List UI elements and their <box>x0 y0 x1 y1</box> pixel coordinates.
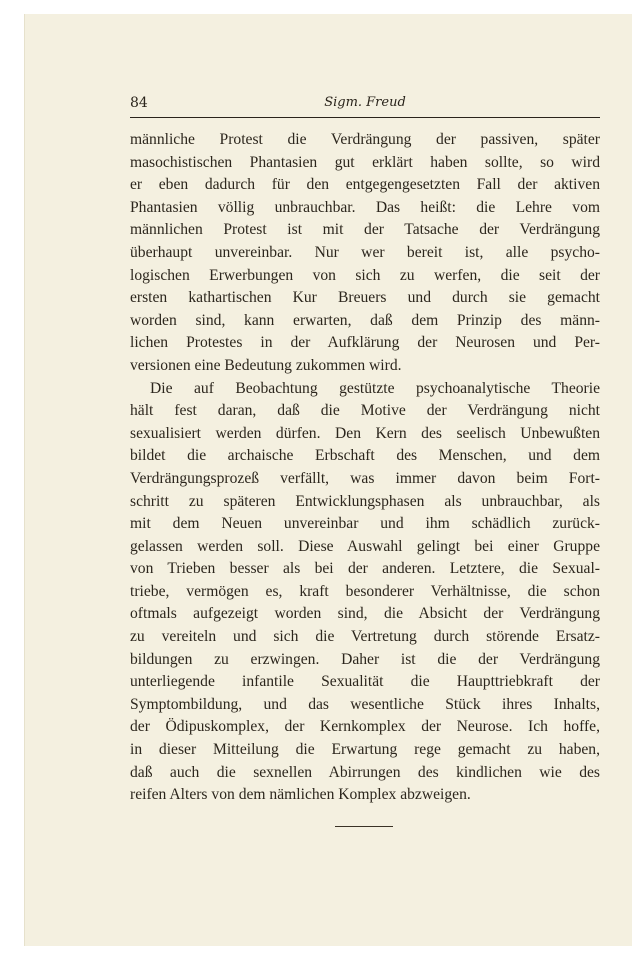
text-line: hält fest daran, daß die Motive der Verdrängung nicht <box>130 402 600 420</box>
running-head <box>130 95 600 118</box>
text-line: worden sind, kann erwarten, daß dem Prinzip des männ- <box>130 311 600 329</box>
text-line: lichen Protestes in der Aufklärung der Neurosen und Per- <box>130 334 600 352</box>
text-line: zu vereiteln und sich die Vertretung durch störende Ersatz- <box>130 628 600 646</box>
text-line: Symptombildung, und das wesentliche Stück ihres Inhalts, <box>130 695 600 713</box>
text-line: von Trieben besser als bei der anderen. Letztere, die Sexual- <box>130 560 600 578</box>
text-line: männlichen Protest ist mit der Tatsache der Verdrängung <box>130 221 600 239</box>
paragraph-first-line: Die auf Beobachtung gestützte psychoanalytische Theorie <box>150 379 600 397</box>
text-line: männliche Protest die Verdrängung der passiven, später <box>130 131 600 148</box>
text-line: in dieser Mitteilung die Erwartung rege gemacht zu haben, <box>130 741 600 759</box>
text-line: schritt zu späteren Entwicklungsphasen als unbrauchbar, als <box>130 492 600 510</box>
text-line: Phantasien völlig unbrauchbar. Das heißt: die Lehre vom <box>130 198 600 216</box>
text-line: triebe, vermögen es, kraft besonderer Verhältnisse, die schon <box>130 582 600 600</box>
running-title: Sigm. Freud <box>324 95 406 110</box>
text-line: logischen Erwerbungen von sich zu werfen, die seit der <box>130 266 600 284</box>
text-line: Verdrängungsprozeß verfällt, was immer davon beim Fort- <box>130 469 600 487</box>
book-page <box>24 14 632 946</box>
text-line: überhaupt unvereinbar. Nur wer bereit ist, alle psycho- <box>130 243 600 261</box>
body-text <box>130 129 600 807</box>
text-line: bildungen zu erzwingen. Daher ist die der Verdrängung <box>130 650 600 668</box>
text-line: er eben dadurch für den entgegengesetzten Fall der aktiven <box>130 176 600 194</box>
page-number: 84 <box>130 95 148 111</box>
paragraph-end-line: versionen eine Bedeutung zukommen wird. <box>130 356 402 374</box>
text-line: gelassen werden soll. Diese Auswahl gelingt bei einer Gruppe <box>130 537 600 555</box>
text-line: mit dem Neuen unvereinbar und ihm schädlich zurück- <box>130 515 600 533</box>
text-line: der Ödipuskomplex, der Kernkomplex der Neurose. Ich hoffe, <box>130 718 600 736</box>
text-line: ersten kathartischen Kur Breuers und durch sie gemacht <box>130 289 600 307</box>
text-line: masochistischen Phantasien gut erklärt haben sollte, so wird <box>130 153 600 171</box>
text-line: sexualisiert werden dürfen. Den Kern des seelisch Unbewußten <box>130 424 600 442</box>
text-line: unterliegende infantile Sexualität die Haupttriebkraft der <box>130 673 600 691</box>
paragraph-end-line: reifen Alters von dem nämlichen Komplex abzweigen. <box>130 786 471 804</box>
text-line: bildet die archaische Erbschaft des Menschen, und dem <box>130 447 600 465</box>
text-line: daß auch die sexnellen Abirrungen des kindlichen wie des <box>130 763 600 781</box>
end-rule <box>335 826 393 827</box>
text-line: oftmals aufgezeigt worden sind, die Absicht der Verdrängung <box>130 605 600 623</box>
